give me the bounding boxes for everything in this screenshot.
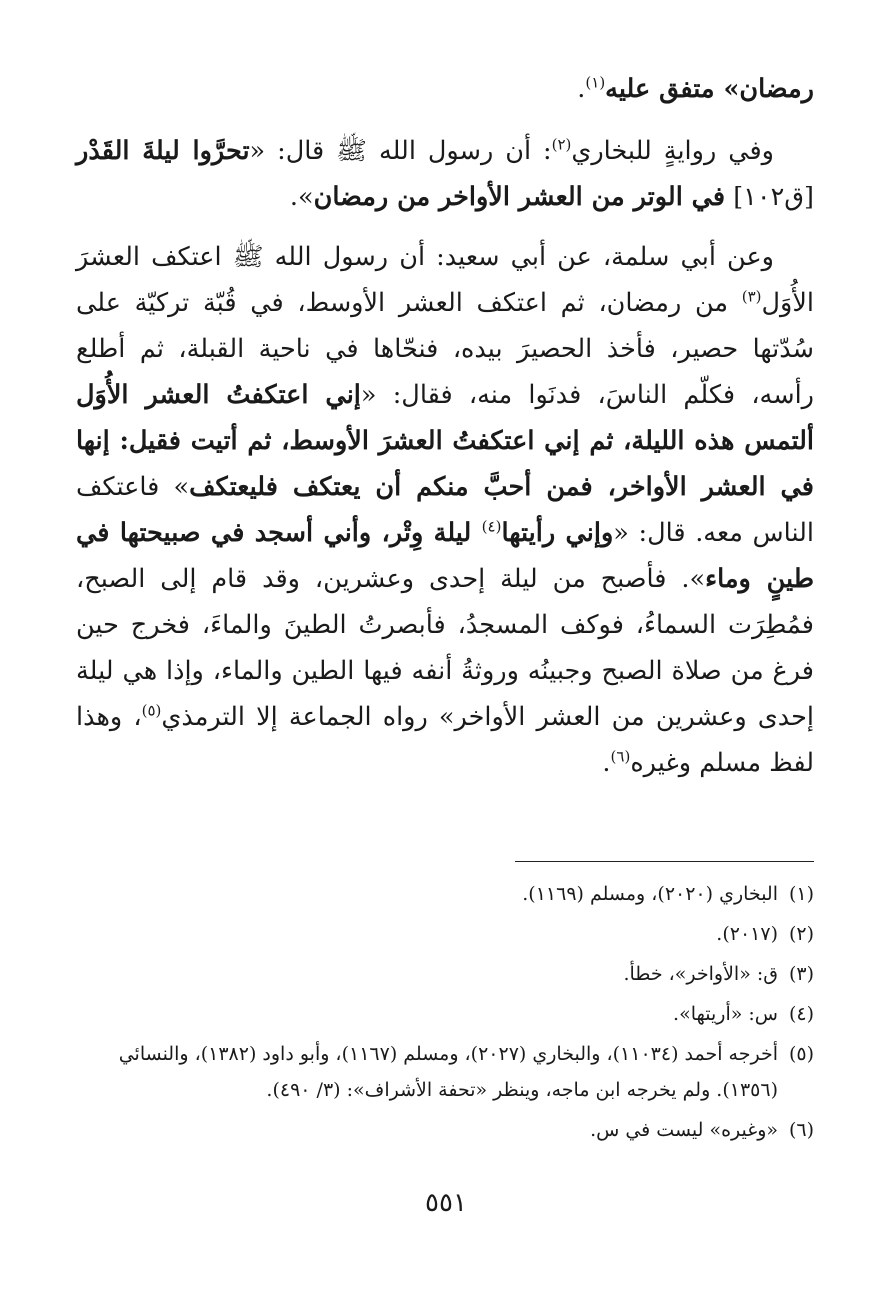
text: : أن رسول الله ﷺ قال: «: [249, 136, 552, 166]
footnotes: [76, 876, 814, 1152]
text: .: [577, 74, 586, 104]
main-text: [76, 66, 814, 800]
text: من رمضان، ثم اعتكف العشر الأوسط، في قُبّة تركيّة على سُدّتها حصير، فأخذ الحصيرَ بيده، فنحّاها في ناحية القبلة، ثم أطلع رأسه، فكلّم الناسَ، فدنَوا منه، فقال: «: [76, 288, 814, 410]
footnote-ref: (٥): [141, 701, 162, 720]
footnote-text: البخاري (٢٠٢٠)، ومسلم (١١٦٩).: [522, 883, 778, 905]
paragraph-3: [76, 234, 814, 786]
paragraph-2: [76, 128, 814, 220]
footnote-number: (١): [788, 883, 814, 905]
footnote-text: (٢٠١٧).: [716, 923, 778, 945]
footnote-text: س: «أريتها».: [673, 1003, 778, 1025]
hadith-text: في الوتر من العشر الأواخر من رمضان: [313, 182, 726, 212]
footnote-2: [76, 916, 814, 952]
footnote-text: ق: «الأواخر»، خطأ.: [623, 963, 778, 985]
text: .: [602, 748, 611, 778]
footnote-5: [76, 1036, 814, 1108]
footnote-ref: (١): [585, 73, 606, 92]
footnote-number: (٣): [788, 963, 814, 985]
footnote-number: (٦): [788, 1119, 814, 1141]
text: ، وهذا لفظ مسلم وغيره: [76, 702, 814, 778]
text: وفي روايةٍ للبخاري: [571, 136, 774, 166]
footnote-ref: (٦): [610, 747, 631, 766]
footnote-text: «وغيره» ليست في س.: [590, 1119, 778, 1141]
footnote-text: أخرجه أحمد (١١٠٣٤)، والبخاري (٢٠٢٧)، ومسلم (١١٦٧)، وأبو داود (١٣٨٢)، والنسائي (١٣٥٦). ولم يخرجه ابن ماجه، وينظر «تحفة الأشراف»: (٣/ ٤٩٠).: [118, 1043, 778, 1101]
footnote-1: [76, 876, 814, 912]
footnote-ref: (٤): [481, 517, 502, 536]
footnote-ref: (٣): [741, 287, 762, 306]
text: وعن أبي سلمة، عن أبي سعيد: أن رسول الله ﷺ اعتكف العشرَ الأُوَل: [76, 242, 814, 318]
paragraph-1: [76, 66, 814, 112]
footnote-4: [76, 996, 814, 1032]
text: ».: [289, 182, 314, 212]
page-number: ٥٥١: [425, 1188, 467, 1218]
footnote-number: (٥): [788, 1043, 814, 1065]
footnote-divider: [515, 861, 814, 862]
footnote-6: [76, 1112, 814, 1148]
footnote-3: [76, 956, 814, 992]
text: ». فأصبح من ليلة إحدى وعشرين، وقد قام إلى الصبح، فمُطِرَت السماءُ، فوكف المسجدُ، فأبصرتُ الطينَ والماءَ، فخرج حين فرغ من صلاة الصبح وجبينُه وروثةُ أنفه فيها الطين والماء، وإذا هي ليلة إحدى وعشرين من العشر الأواخر» رواه الجماعة إلا الترمذي: [76, 564, 814, 732]
footnote-number: (٢): [788, 923, 814, 945]
text: » فاعتكف الناس معه. قال: «: [76, 472, 815, 548]
hadith-text: إني اعتكفتُ العشر الأُوَل ألتمس هذه الليلة، ثم إني اعتكفتُ العشرَ الأوسط، ثم أتيت فقيل: إنها في العشر الأواخر، فمن أحبَّ منكم أن يعتكف فليعتكف: [76, 380, 814, 502]
footnote-ref: (٢): [551, 135, 572, 154]
hadith-text: وإني رأيتها: [501, 518, 614, 548]
manuscript-marker: [ق١٠٢]: [725, 182, 814, 212]
hadith-text: ليلة وِتْر، وأني أسجد في صبيحتها في طينٍ وماء: [76, 518, 815, 594]
footnote-number: (٤): [788, 1003, 814, 1025]
hadith-text: رمضان» متفق عليه: [605, 74, 814, 104]
hadith-text: تحرَّوا ليلةَ القَدْر: [76, 136, 250, 166]
